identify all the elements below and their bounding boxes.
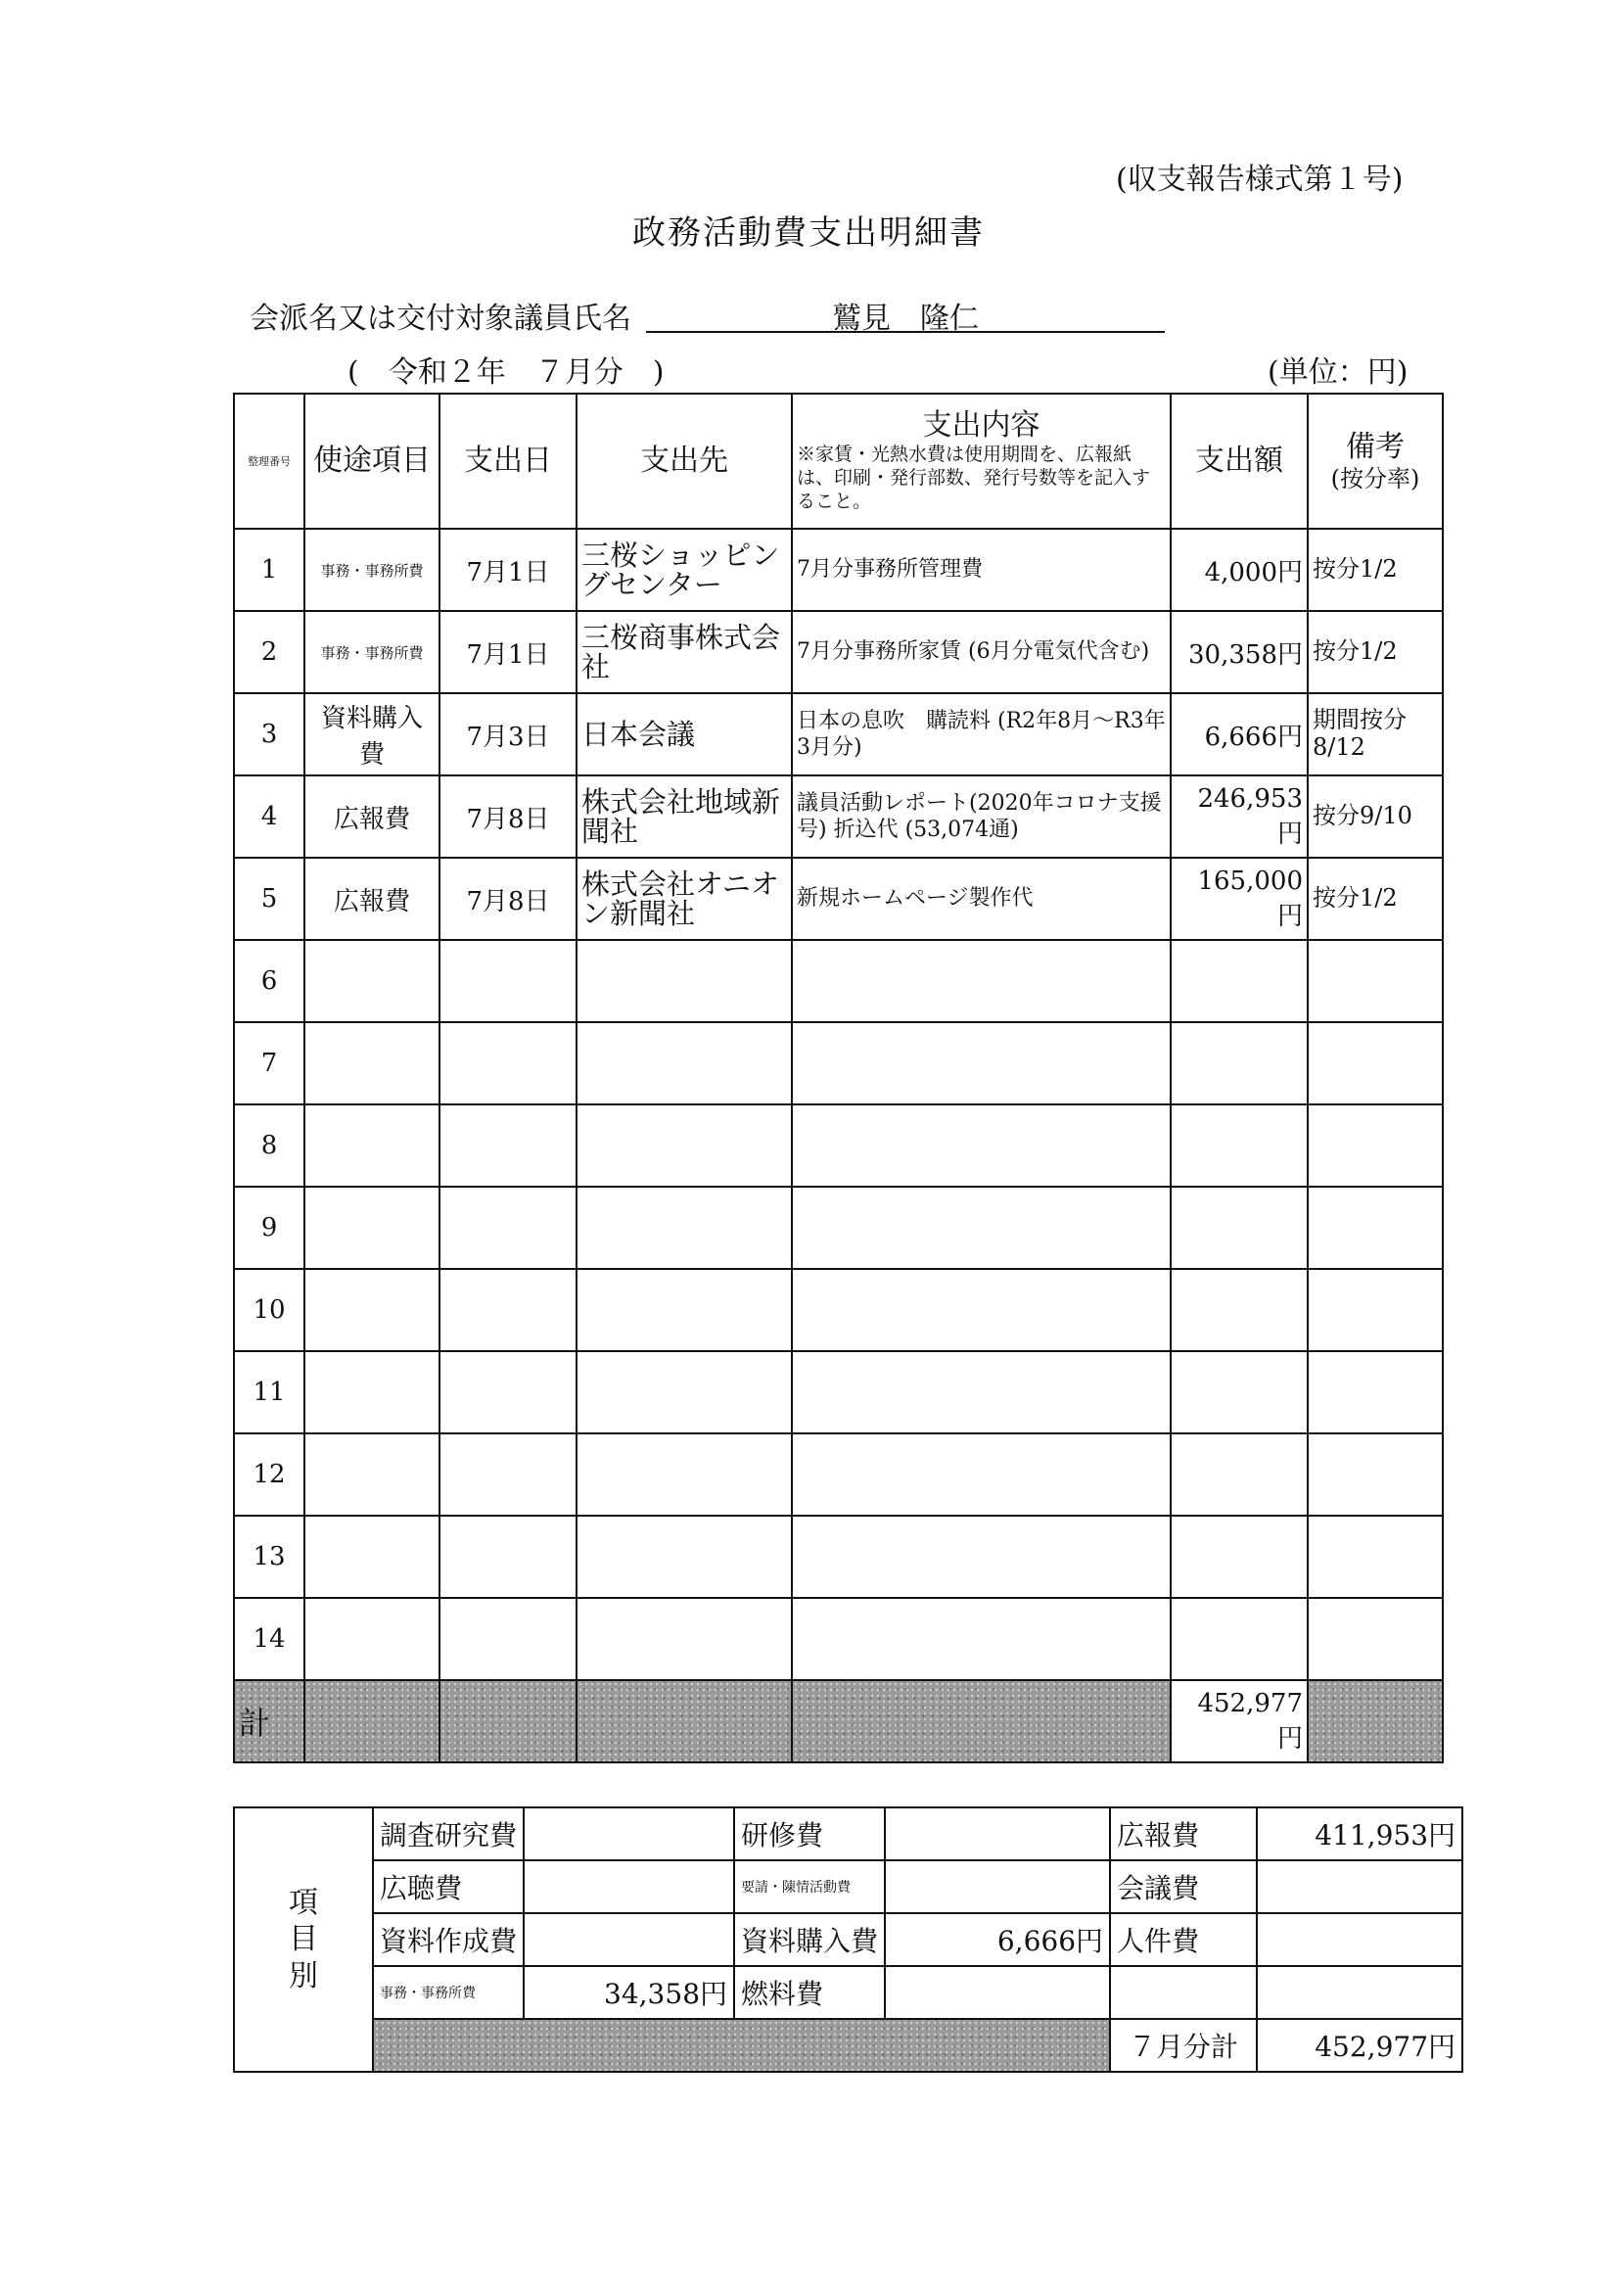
summary-fuel-amount xyxy=(885,1966,1110,2019)
row-date: 7月3日 xyxy=(439,693,577,775)
row-date: 7月1日 xyxy=(439,611,577,693)
table-row xyxy=(234,529,1443,611)
row-content xyxy=(792,1269,1171,1351)
table-row xyxy=(234,940,1443,1022)
row-payee xyxy=(577,1598,792,1680)
row-amount xyxy=(1171,1104,1308,1187)
summary-petition-amount xyxy=(885,1860,1110,1913)
col-header-payee: 支出先 xyxy=(577,394,792,529)
document-title: 政務活動費支出明細書 xyxy=(632,213,985,253)
form-number: (収支報告様式第１号) xyxy=(1116,163,1404,197)
row-number: 12 xyxy=(234,1433,304,1516)
row-date xyxy=(439,1433,577,1516)
col-header-date: 支出日 xyxy=(439,394,577,529)
row-remarks: 按分9/10 xyxy=(1308,775,1443,858)
row-amount xyxy=(1171,1351,1308,1433)
row-remarks xyxy=(1308,1351,1443,1433)
row-number: 3 xyxy=(234,693,304,775)
row-payee xyxy=(577,1104,792,1187)
total-amount: 452,977円 xyxy=(1171,1680,1308,1762)
row-content: 日本の息吹 購読料 (R2年8月～R3年3月分) xyxy=(792,693,1171,775)
table-row xyxy=(234,1433,1443,1516)
table-row xyxy=(234,858,1443,940)
summary-blank-amount xyxy=(1257,1966,1462,2019)
summary-blank-label xyxy=(1110,1966,1257,2019)
summary-hearing-label: 広聴費 xyxy=(373,1860,524,1913)
summary-petition-label: 要請・陳情活動費 xyxy=(734,1860,885,1913)
summary-meeting-label: 会議費 xyxy=(1110,1860,1257,1913)
member-name-underline xyxy=(646,331,1165,333)
row-content: 新規ホームページ製作代 xyxy=(792,858,1171,940)
table-row xyxy=(234,775,1443,858)
row-amount: 4,000円 xyxy=(1171,529,1308,611)
row-remarks xyxy=(1308,1269,1443,1351)
row-number: 5 xyxy=(234,858,304,940)
row-number: 6 xyxy=(234,940,304,1022)
unit-label: (単位：円) xyxy=(1268,355,1409,390)
row-payee xyxy=(577,940,792,1022)
row-category xyxy=(304,1187,439,1269)
row-content xyxy=(792,940,1171,1022)
row-date: 7月8日 xyxy=(439,775,577,858)
row-date: 7月1日 xyxy=(439,529,577,611)
member-label: 会派名又は交付対象議員氏名 xyxy=(250,302,631,336)
col-header-no: 整理番号 xyxy=(234,394,304,529)
row-category xyxy=(304,1022,439,1104)
row-number: 2 xyxy=(234,611,304,693)
table-row xyxy=(234,1187,1443,1269)
row-date xyxy=(439,940,577,1022)
row-payee xyxy=(577,1022,792,1104)
row-category xyxy=(304,1516,439,1598)
summary-materials-purchase-amount: 6,666円 xyxy=(885,1913,1110,1966)
row-date xyxy=(439,1022,577,1104)
total-shaded-cell xyxy=(577,1680,792,1762)
table-row xyxy=(234,1351,1443,1433)
summary-survey-label: 調査研究費 xyxy=(373,1807,524,1860)
table-row xyxy=(234,1516,1443,1598)
row-date xyxy=(439,1269,577,1351)
row-date xyxy=(439,1351,577,1433)
row-category: 広報費 xyxy=(304,775,439,858)
row-category xyxy=(304,1269,439,1351)
row-date xyxy=(439,1104,577,1187)
summary-table xyxy=(233,1806,1463,2073)
row-payee: 株式会社オニオン新聞社 xyxy=(577,858,792,940)
row-amount xyxy=(1171,1598,1308,1680)
summary-materials-purchase-label: 資料購入費 xyxy=(734,1913,885,1966)
col-header-category: 使途項目 xyxy=(304,394,439,529)
row-remarks: 按分1/2 xyxy=(1308,611,1443,693)
total-label: 計 xyxy=(234,1680,304,1762)
summary-fuel-label: 燃料費 xyxy=(734,1966,885,2019)
row-content xyxy=(792,1516,1171,1598)
row-date xyxy=(439,1598,577,1680)
row-payee xyxy=(577,1351,792,1433)
row-remarks xyxy=(1308,940,1443,1022)
row-content xyxy=(792,1433,1171,1516)
row-category: 事務・事務所費 xyxy=(304,611,439,693)
total-shaded-cell xyxy=(439,1680,577,1762)
summary-label-2: 目 xyxy=(289,1922,318,1957)
row-content xyxy=(792,1022,1171,1104)
summary-training-amount xyxy=(885,1807,1110,1860)
col-header-content xyxy=(792,394,1171,529)
row-category: 広報費 xyxy=(304,858,439,940)
total-shaded-cell xyxy=(304,1680,439,1762)
table-row xyxy=(234,1104,1443,1187)
row-content: 7月分事務所管理費 xyxy=(792,529,1171,611)
remarks-subtitle: (按分率) xyxy=(1330,464,1420,492)
row-content xyxy=(792,1104,1171,1187)
row-payee: 三桜ショッピングセンター xyxy=(577,529,792,611)
summary-monthly-total-amount: 452,977円 xyxy=(1257,2019,1462,2072)
row-remarks xyxy=(1308,1187,1443,1269)
row-payee xyxy=(577,1187,792,1269)
row-date xyxy=(439,1516,577,1598)
summary-pr-label: 広報費 xyxy=(1110,1807,1257,1860)
summary-meeting-amount xyxy=(1257,1860,1462,1913)
total-row xyxy=(234,1680,1443,1762)
row-remarks: 按分1/2 xyxy=(1308,858,1443,940)
row-number: 4 xyxy=(234,775,304,858)
summary-pr-amount: 411,953円 xyxy=(1257,1807,1462,1860)
row-content xyxy=(792,1187,1171,1269)
col-header-remarks xyxy=(1308,394,1443,529)
content-title: 支出内容 xyxy=(922,408,1040,444)
row-number: 10 xyxy=(234,1269,304,1351)
remarks-title: 備考 xyxy=(1346,429,1405,464)
row-amount xyxy=(1171,1433,1308,1516)
member-name: 鷲見 隆仁 xyxy=(832,302,979,336)
report-period: ( 令和２年 ７月分 ) xyxy=(347,355,665,390)
row-payee xyxy=(577,1516,792,1598)
summary-materials-prep-label: 資料作成費 xyxy=(373,1913,524,1966)
summary-shaded-cell xyxy=(373,2019,1110,2072)
summary-materials-prep-amount xyxy=(524,1913,734,1966)
table-row xyxy=(234,1022,1443,1104)
row-number: 9 xyxy=(234,1187,304,1269)
table-row xyxy=(234,1598,1443,1680)
row-remarks xyxy=(1308,1598,1443,1680)
row-category xyxy=(304,1351,439,1433)
summary-training-label: 研修費 xyxy=(734,1807,885,1860)
row-amount xyxy=(1171,1516,1308,1598)
row-amount xyxy=(1171,1269,1308,1351)
row-remarks: 按分1/2 xyxy=(1308,529,1443,611)
table-row xyxy=(234,693,1443,775)
row-number: 1 xyxy=(234,529,304,611)
row-amount: 165,000円 xyxy=(1171,858,1308,940)
row-payee xyxy=(577,1433,792,1516)
total-shaded-cell xyxy=(792,1680,1171,1762)
row-content xyxy=(792,1598,1171,1680)
row-date xyxy=(439,1187,577,1269)
row-amount: 30,358円 xyxy=(1171,611,1308,693)
table-header-row xyxy=(234,394,1443,529)
row-payee xyxy=(577,1269,792,1351)
row-amount xyxy=(1171,1187,1308,1269)
summary-monthly-total-label: ７月分計 xyxy=(1110,2019,1257,2072)
row-content xyxy=(792,1351,1171,1433)
summary-label-3: 別 xyxy=(289,1958,318,1993)
summary-hearing-amount xyxy=(524,1860,734,1913)
row-number: 8 xyxy=(234,1104,304,1187)
row-category xyxy=(304,1598,439,1680)
row-amount xyxy=(1171,1022,1308,1104)
content-note: ※家賃・光熱水費は使用期間を、広報紙は、印刷・発行部数、発行号数等を記入すること。 xyxy=(797,444,1151,512)
table-row xyxy=(234,1269,1443,1351)
expenditure-table xyxy=(233,393,1444,1763)
row-category: 事務・事務所費 xyxy=(304,529,439,611)
row-remarks xyxy=(1308,1516,1443,1598)
row-category xyxy=(304,1433,439,1516)
table-row xyxy=(234,611,1443,693)
row-payee: 三桜商事株式会社 xyxy=(577,611,792,693)
summary-office-amount: 34,358円 xyxy=(524,1966,734,2019)
col-header-amount: 支出額 xyxy=(1171,394,1308,529)
row-remarks xyxy=(1308,1433,1443,1516)
summary-label-1: 項 xyxy=(289,1885,318,1920)
row-amount: 246,953円 xyxy=(1171,775,1308,858)
row-content: 議員活動レポート(2020年コロナ支援号) 折込代 (53,074通) xyxy=(792,775,1171,858)
row-number: 7 xyxy=(234,1022,304,1104)
summary-section-label xyxy=(234,1807,373,2072)
summary-office-label: 事務・事務所費 xyxy=(373,1966,524,2019)
row-content: 7月分事務所家賃 (6月分電気代含む) xyxy=(792,611,1171,693)
summary-personnel-label: 人件費 xyxy=(1110,1913,1257,1966)
row-number: 13 xyxy=(234,1516,304,1598)
row-category: 資料購入費 xyxy=(304,693,439,775)
row-amount: 6,666円 xyxy=(1171,693,1308,775)
row-date: 7月8日 xyxy=(439,858,577,940)
row-payee: 株式会社地域新聞社 xyxy=(577,775,792,858)
row-remarks: 期間按分8/12 xyxy=(1308,693,1443,775)
row-amount xyxy=(1171,940,1308,1022)
total-remarks-shaded xyxy=(1308,1680,1443,1762)
row-category xyxy=(304,1104,439,1187)
row-number: 14 xyxy=(234,1598,304,1680)
row-payee: 日本会議 xyxy=(577,693,792,775)
summary-personnel-amount xyxy=(1257,1913,1462,1966)
row-remarks xyxy=(1308,1104,1443,1187)
summary-survey-amount xyxy=(524,1807,734,1860)
row-remarks xyxy=(1308,1022,1443,1104)
row-category xyxy=(304,940,439,1022)
row-number: 11 xyxy=(234,1351,304,1433)
